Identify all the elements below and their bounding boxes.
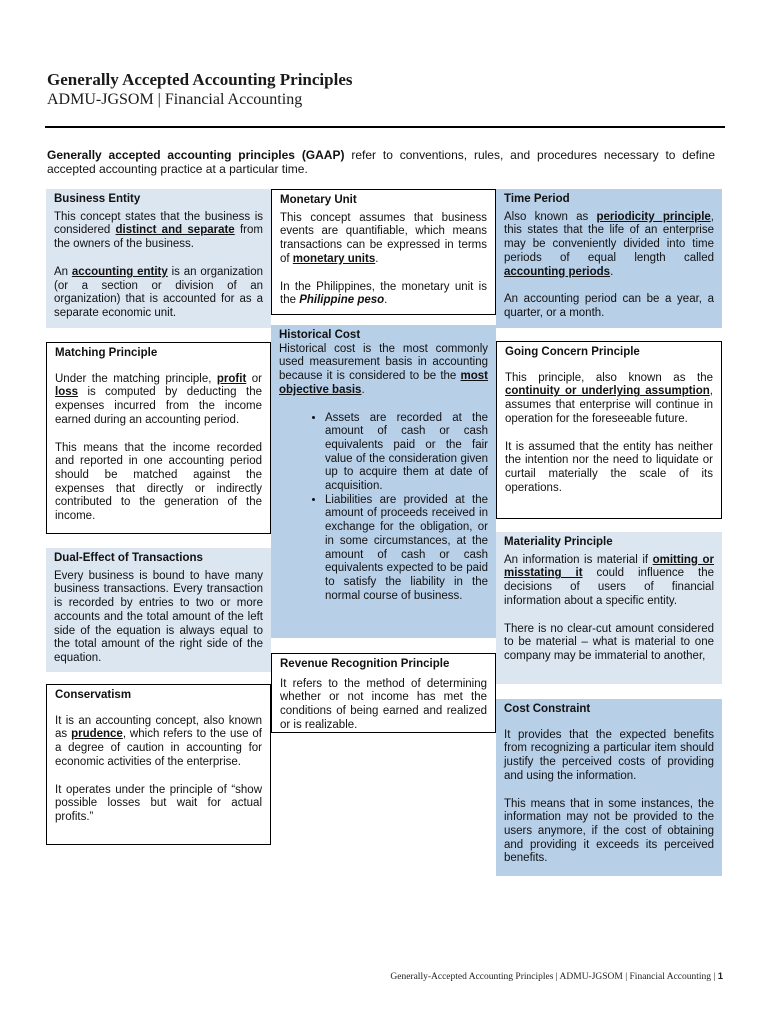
section-text: This principle, also known as the continuity or underlying assumption, assumes that enterprise will continue in operation for the foreseeable future.	[505, 371, 713, 425]
section-text: An accounting period can be a year, a quarter, or a month.	[504, 293, 714, 319]
key-term: distinct and separate	[115, 224, 235, 237]
section-title: Conservatism	[55, 689, 132, 701]
business-entity-box	[46, 189, 271, 328]
header-divider	[45, 126, 725, 128]
key-term: monetary units	[292, 252, 376, 265]
key-term: accounting periods	[504, 265, 611, 278]
section-text: It is an accounting concept, also known as prudence, which refers to the use of a degree of caution in accounting for economic activities of the enterprise.	[55, 714, 262, 768]
section-title: Historical Cost	[279, 329, 361, 341]
key-term: most objective basis	[279, 370, 488, 396]
section-title: Business Entity	[54, 193, 141, 205]
section-text: This means that in some instances, the information may not be provided to the users anymore, if the cost of obtaining and providing it exceeds its perceived benefits.	[504, 797, 714, 865]
section-title: Matching Principle	[55, 347, 158, 359]
intro-text: refer to conventions, rules, and procedures necessary to define accepted accounting practice at a particular time.	[47, 148, 716, 176]
intro-term: Generally accepted accounting principles (GAAP)	[47, 148, 345, 162]
section-text: Every business is bound to have many business transactions. Every transaction is recorded by entries to two or more accounts and the total amount of the left side of the equation is always equal to the total amount of the right side of the equation.	[54, 569, 263, 664]
section-title: Revenue Recognition Principle	[280, 658, 450, 670]
page-footer	[0, 971, 723, 982]
section-text: Also known as periodicity principle, this states that the life of an enterprise may be conveniently divided into time periods of equal length called accounting periods.	[504, 210, 714, 278]
emphasis-term: Philippine peso	[299, 294, 385, 307]
section-text: An information is material if omitting or misstating it could influence the decisions of users of financial information about a specific entity.	[504, 553, 714, 607]
monetary-unit-box	[271, 189, 496, 315]
section-text: This means that the income recorded and reported in one accounting period should be matched against the expenses that directly or indirectly contributed to the generation of the income.	[55, 441, 262, 523]
document-subtitle: ADMU-JGSOM | Financial Accounting	[47, 91, 303, 108]
section-text: It refers to the method of determining whether or not income has met the conditions of being earned and realized or is realizable.	[280, 677, 487, 731]
key-term: continuity or underlying assumption	[505, 385, 710, 398]
list-item: • Assets are recorded at the amount of cash or cash equivalents paid or the fair value of the consideration given up to acquire them at date of acquisition.	[325, 412, 488, 494]
bullet-list	[279, 412, 488, 604]
key-term: prudence	[71, 728, 123, 741]
revenue-recognition-box	[271, 653, 496, 733]
page-number: 1	[717, 971, 723, 982]
key-term: periodicity principle	[596, 210, 711, 223]
matching-principle-box	[46, 342, 271, 534]
section-text: It is assumed that the entity has neither the intention nor the need to liquidate or curtail materially the scale of its operations.	[505, 440, 713, 494]
list-item: • Liabilities are provided at the amount of proceeds received in exchange for the obligation, or in some circumstances, at the amount of cash or cash equivalents expected to be paid to satisfy the liability in the normal course of business.	[325, 494, 488, 604]
section-text: Historical cost is the most commonly used measurement basis in accounting because it is considered to be the most objective basis.	[279, 342, 488, 396]
intro-paragraph	[47, 148, 715, 176]
section-title: Cost Constraint	[504, 703, 591, 715]
materiality-box	[496, 532, 722, 684]
dual-effect-box	[46, 548, 271, 672]
section-title: Going Concern Principle	[505, 346, 640, 358]
key-term: accounting entity	[71, 265, 168, 278]
section-text: It operates under the principle of “show possible losses but wait for actual profits.”	[55, 783, 262, 823]
cost-constraint-box	[496, 699, 722, 876]
section-title: Dual-Effect of Transactions	[54, 552, 203, 564]
historical-cost-box	[271, 325, 496, 638]
key-term: loss	[55, 386, 79, 399]
section-title: Time Period	[504, 193, 570, 205]
time-period-box	[496, 189, 722, 328]
going-concern-box	[496, 341, 722, 519]
section-title: Monetary Unit	[280, 194, 357, 206]
section-text: Under the matching principle, profit or loss is computed by deducting the expenses incurred from the income earned during an accounting period.	[55, 372, 262, 426]
section-text: An accounting entity is an organization (or a section or division of an organization) that is accounted for as a separate economic unit.	[54, 265, 263, 319]
section-text: This concept states that the business is considered distinct and separate from the owners of the business.	[54, 210, 263, 251]
section-text: This concept assumes that business events are quantifiable, which means transactions can be expressed in terms of monetary units.	[280, 211, 487, 265]
section-text: In the Philippines, the monetary unit is the Philippine peso.	[280, 280, 487, 307]
footer-text: Generally-Accepted Accounting Principles | ADMU-JGSOM | Financial Accounting |	[390, 972, 718, 982]
key-term: profit	[216, 372, 247, 385]
section-text: It provides that the expected benefits from recognizing a particular item should justify the perceived costs of providing and using the information.	[504, 728, 714, 782]
section-text: There is no clear-cut amount considered to be material – what is material to one company may be immaterial to another,	[504, 622, 714, 662]
key-term: omitting or misstating it	[504, 553, 714, 580]
document-title: Generally Accepted Accounting Principles	[47, 70, 353, 89]
section-title: Materiality Principle	[504, 536, 613, 548]
conservatism-box	[46, 684, 271, 845]
